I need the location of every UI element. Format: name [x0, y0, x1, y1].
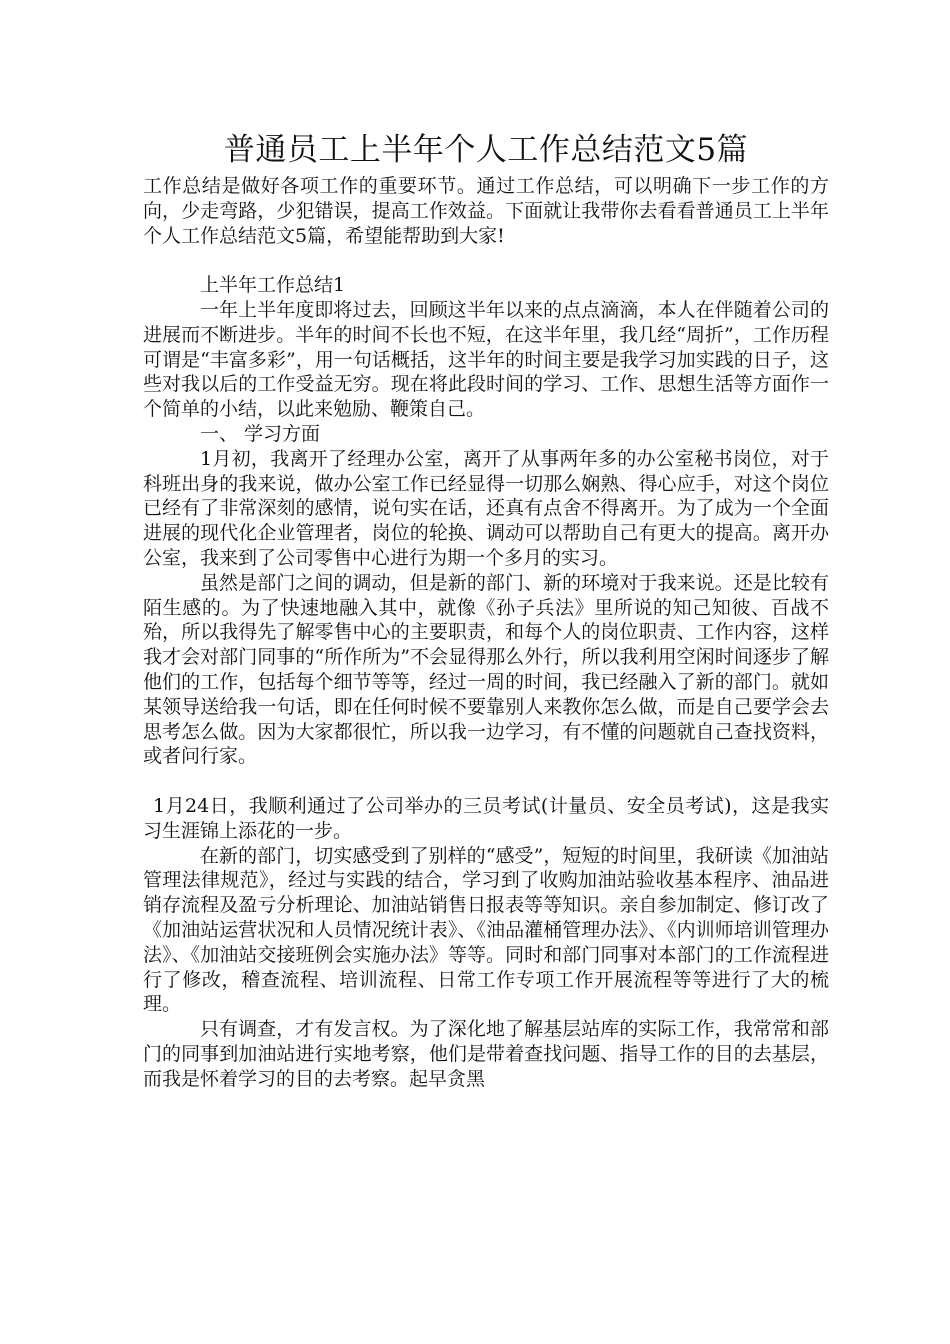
spacer [143, 769, 829, 794]
paragraph-3: 虽然是部门之间的调动，但是新的部门、新的环境对于我来说。还是比较有陌生感的。为了快速地融入其中，就像《孙子兵法》里所说的知己知彼、百战不殆，所以我得先了解零售中心的主要职责，和每个人的岗位职责、工作内容，这样我才会对部门同事的“所作所为”不会显得那么外行，所以我利用空闲时间逐步了解他们的工作，包括每个细节等等，经过一周的时间，我已经融入了新的部门。就如某领导送给我一句话，即在任何时候不要靠别人来教你怎么做，而是自己要学会去思考怎么做。因为大家都很忙，所以我一边学习，有不懂的问题就自己查找资料，或者问行家。 [143, 571, 829, 768]
section-heading: 上半年工作总结1 [200, 274, 346, 297]
paragraph-5: 在新的部门，切实感受到了别样的“感受”，短短的时间里，我研读《加油站管理法律规范》，经过与实践的结合，学习到了收购加油站验收基本程序、油品进销存流程及盈亏分析理论、加油站销售日报表等等知识。亲自参加制定、修订改了《加油站运营状况和人员情况统计表》、《油品灌桶管理办法》、《内训师培训管理办法》、《加油站交接班例会实施办法》等等。同时和部门同事对本部门的工作流程进行了修改，稽查流程、培训流程、日常工作专项工作开展流程等等进行了大的梳理。 [143, 844, 829, 1016]
spacer [143, 248, 829, 273]
paragraph-6: 只有调查，才有发言权。为了深化地了解基层站库的实际工作，我常常和部门的同事到加油站进行实地考察，他们是带着查找问题、指导工作的目的去基层，而我是怀着学习的目的去考察。起早贪黑 [143, 1018, 829, 1090]
document-page [143, 128, 829, 1091]
subheading-study: 一、 学习方面 [200, 422, 321, 445]
paragraph-4: 1月24日，我顺利通过了公司举办的三员考试(计量员、安全员考试)，这是我实习生涯锦上添花的一步。 [143, 794, 829, 842]
paragraph-2: 1月初，我离开了经理办公室，离开了从事两年多的办公室秘书岗位，对于科班出身的我来说，做办公室工作已经显得一切那么娴熟、得心应手，对这个岗位已经有了非常深刻的感情，说句实在话，还真有点舍不得离开。为了成为一个全面进展的现代化企业管理者，岗位的轮换、调动可以帮助自己有更大的提高。离开办公室，我来到了公司零售中心进行为期一个多月的实习。 [143, 447, 829, 569]
paragraph-1: 一年上半年度即将过去，回顾这半年以来的点点滴滴，本人在伴随着公司的进展而不断进步。半年的时间不长也不短，在这半年里，我几经“周折”，工作历程可谓是“丰富多彩”，用一句话概括，这半年的时间主要是我学习加实践的日子，这些对我以后的工作受益无穷。现在将此段时间的学习、工作、思想生活等方面作一个简单的小结，以此来勉励、鞭策自己。 [143, 298, 829, 421]
document-title: 普通员工上半年个人工作总结范文5篇 [223, 132, 749, 168]
intro-paragraph: 工作总结是做好各项工作的重要环节。通过工作总结，可以明确下一步工作的方向，少走弯路，少犯错误，提高工作效益。下面就让我带你去看看普通员工上半年个人工作总结范文5篇，希望能帮助到大家! [143, 175, 829, 247]
